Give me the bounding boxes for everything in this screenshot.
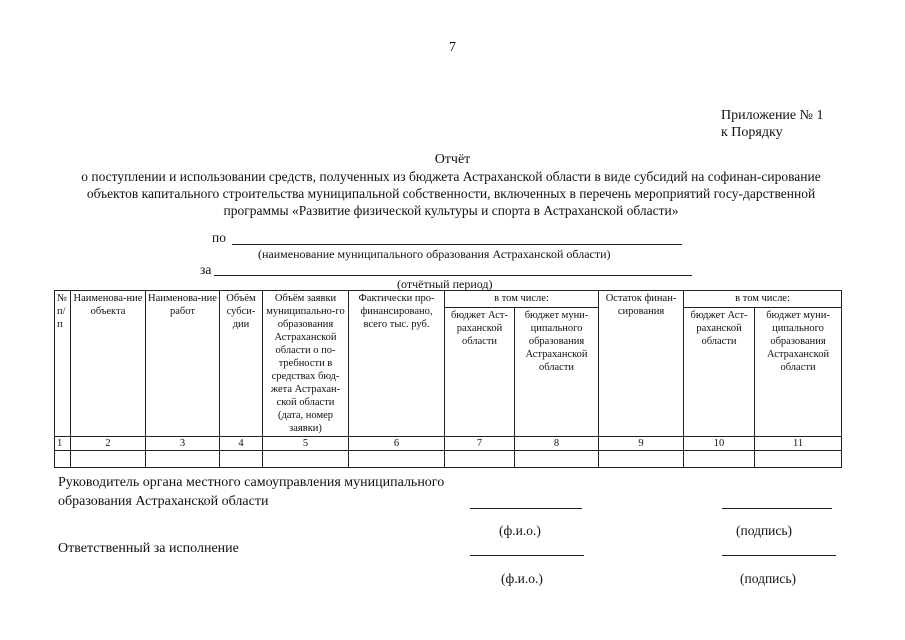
empty-cell[interactable]: [71, 451, 146, 468]
empty-data-row: [55, 451, 842, 468]
col-including-header-2: в том числе:: [684, 291, 842, 308]
subcol-regional-budget-1: бюджет Аст-раханской области: [445, 308, 515, 437]
column-number: 11: [755, 437, 842, 451]
head-fio-caption: (ф.и.о.): [499, 523, 541, 538]
column-number: 8: [515, 437, 599, 451]
po-label: по: [212, 230, 226, 245]
col-number-header: № п/ п: [55, 291, 71, 437]
za-fill-line[interactable]: [214, 275, 692, 276]
column-number: 5: [263, 437, 349, 451]
column-number: 1: [55, 437, 71, 451]
appendix-block: [721, 107, 824, 141]
empty-cell[interactable]: [263, 451, 349, 468]
appendix-line-2: к Порядку: [721, 125, 783, 140]
za-label: за: [200, 262, 212, 277]
head-label-line-1: Руководитель органа местного самоуправления муниципального: [58, 475, 445, 490]
column-number: 7: [445, 437, 515, 451]
column-number: 6: [349, 437, 445, 451]
responsible-sign-caption: (подпись): [740, 571, 797, 586]
col-object-header: Наименова-ние объекта: [71, 291, 146, 437]
head-sign-caption: (подпись): [736, 523, 793, 538]
column-number: 2: [71, 437, 146, 451]
column-number: 10: [684, 437, 755, 451]
responsible-fio-caption: (ф.и.о.): [501, 571, 543, 586]
head-label-line-2: образования Астраханской области: [58, 494, 269, 509]
za-caption: (отчётный период): [397, 277, 493, 291]
subcol-regional-budget-2: бюджет Аст-раханской области: [684, 308, 755, 437]
subcol-municipal-budget-1: бюджет муни-ципального образования Астраханской области: [515, 308, 599, 437]
empty-cell[interactable]: [684, 451, 755, 468]
column-number: 3: [146, 437, 220, 451]
col-financed-header: Фактически про-финансировано, всего тыс. руб.: [349, 291, 445, 437]
column-numbers-row: [55, 437, 842, 451]
col-request-header: Объём заявки муниципально-го образования Астраханской области о по-требности в средствах бюд-жета Астрахан-ской области (дата, номер заявки): [263, 291, 349, 437]
report-table: [54, 290, 842, 468]
po-fill-line[interactable]: [232, 244, 682, 245]
document-title: Отчёт: [434, 152, 471, 167]
head-fio-line[interactable]: [470, 508, 582, 509]
page-number: 7: [449, 40, 456, 55]
po-caption: (наименование муниципального образования Астраханской области): [258, 247, 611, 261]
responsible-fio-line[interactable]: [470, 555, 584, 556]
col-works-header: Наименова-ние работ: [146, 291, 220, 437]
document-intro: о поступлении и использовании средств, полученных из бюджета Астраханской области в виде субсидий на софинан-сирование объектов капитального строительства муниципальной собственности, включенных в перечень мероприятий госу-дарственной программы «Развитие физической культуры и спорта в Астраханской области»: [81, 169, 821, 218]
head-sign-line[interactable]: [722, 508, 832, 509]
column-number: 4: [220, 437, 263, 451]
column-number: 9: [599, 437, 684, 451]
col-including-header-1: в том числе:: [445, 291, 599, 308]
subcol-municipal-budget-2: бюджет муни-ципального образования Астраханской области: [755, 308, 842, 437]
header-row: [55, 291, 842, 308]
empty-cell[interactable]: [220, 451, 263, 468]
empty-cell[interactable]: [55, 451, 71, 468]
empty-cell[interactable]: [515, 451, 599, 468]
col-remainder-header: Остаток финан-сирования: [599, 291, 684, 437]
empty-cell[interactable]: [755, 451, 842, 468]
responsible-label: Ответственный за исполнение: [58, 541, 239, 556]
appendix-line-1: Приложение № 1: [721, 108, 824, 123]
empty-cell[interactable]: [146, 451, 220, 468]
empty-cell[interactable]: [599, 451, 684, 468]
responsible-sign-line[interactable]: [722, 555, 836, 556]
col-subsidy-header: Объём субси-дии: [220, 291, 263, 437]
empty-cell[interactable]: [349, 451, 445, 468]
empty-cell[interactable]: [445, 451, 515, 468]
